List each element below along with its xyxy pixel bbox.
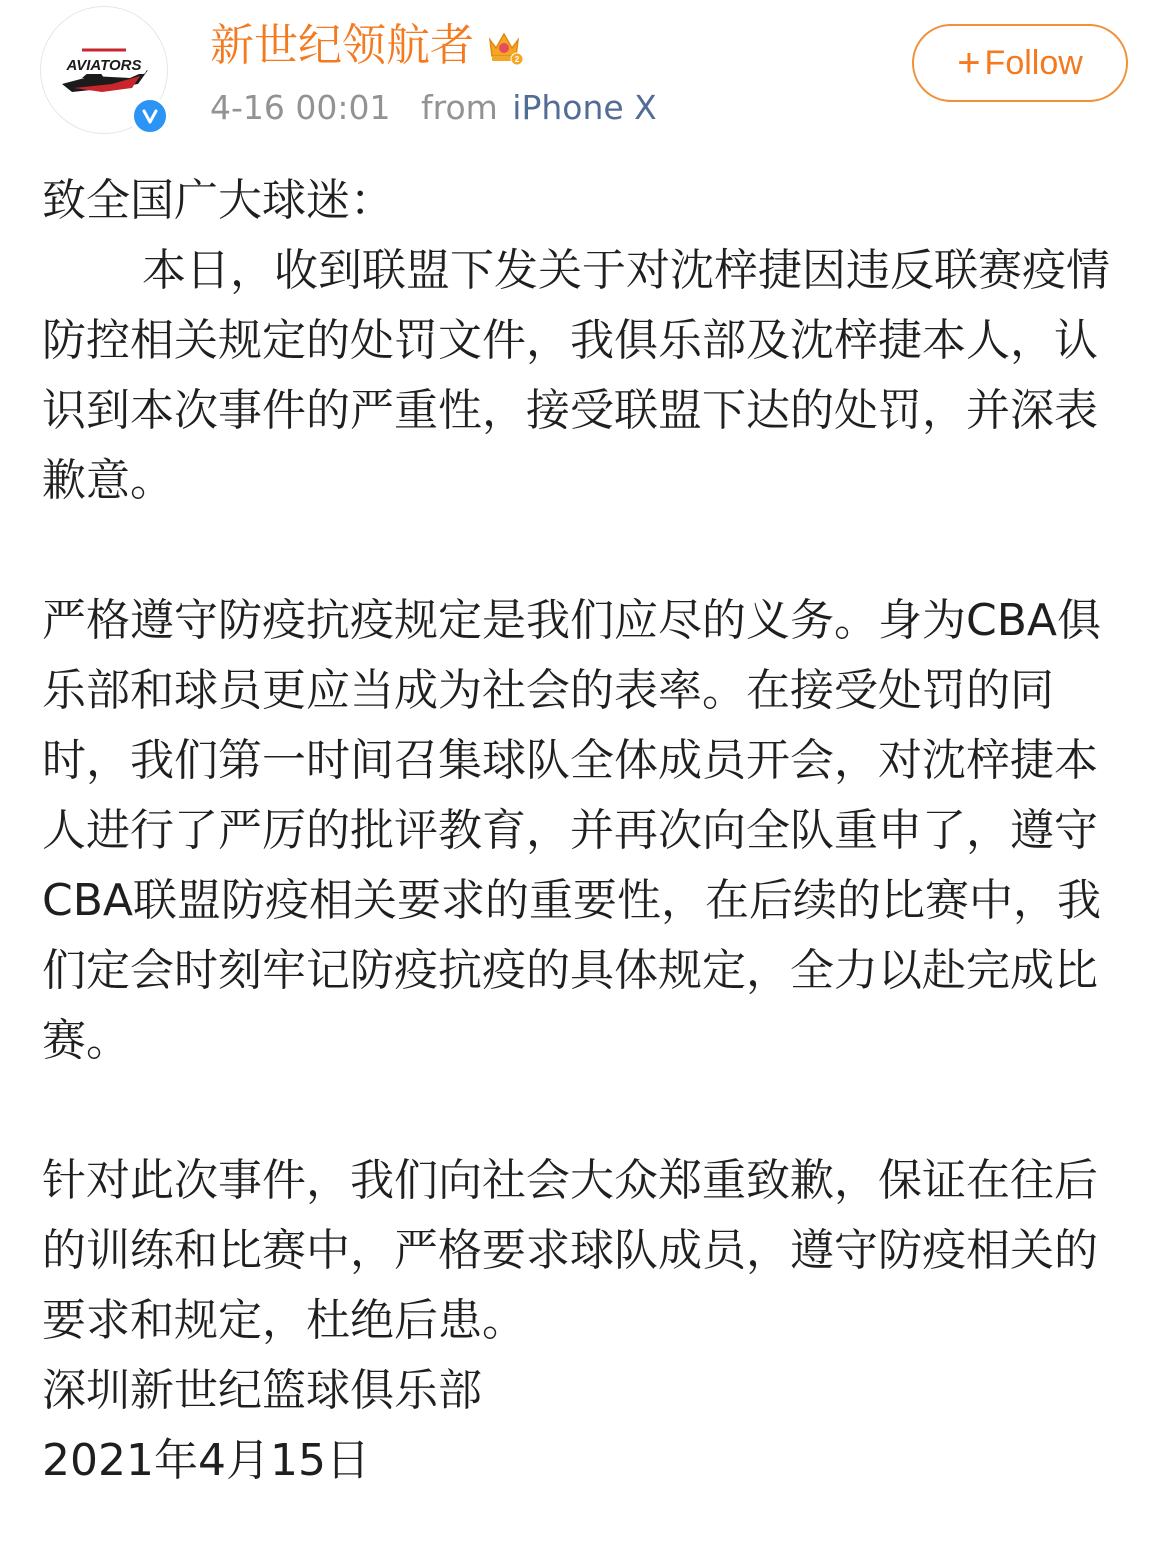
paragraph-2: 严格遵守防疫抗疫规定是我们应尽的义务。身为CBA俱乐部和球员更应当成为社会的表率。在接受处罚的同时，我们第一时间召集球队全体成员开会，对沈梓捷本人进行了严厉的批评教育，并再次向全队重申了，遵守CBA联盟防疫相关要求的重要性，在后续的比赛中，我们定会时刻牢记防疫抗疫的具体规定，全力以赴完成比赛。 [42, 595, 1102, 1066]
svg-text:2: 2 [514, 55, 520, 64]
logo-wordmark: AVIATORS [66, 57, 142, 74]
post-timestamp: 4-16 00:01 [210, 88, 391, 127]
from-label: from [421, 88, 498, 127]
plus-icon: + [957, 41, 981, 85]
paragraph-3: 针对此次事件，我们向社会大众郑重致歉，保证在往后的训练和比赛中，严格要求球队成员，遵守防疫相关的要求和规定，杜绝后患。 [42, 1155, 1098, 1346]
follow-label: Follow [984, 43, 1083, 82]
greeting: 致全国广大球迷： [42, 175, 394, 226]
username-row[interactable] [210, 18, 524, 74]
post-meta [210, 86, 657, 130]
checkmark-icon [140, 106, 160, 126]
username[interactable]: 新世纪领航者 [210, 20, 474, 71]
signature-date: 2021年4月15日 [42, 1435, 370, 1486]
avatar[interactable] [40, 6, 168, 134]
paragraph-1: 本日，收到联盟下发关于对沈梓捷因违反联赛疫情防控相关规定的处罚文件，我俱乐部及沈梓捷本人，认识到本次事件的严重性，接受联盟下达的处罚，并深表歉意。 [42, 245, 1110, 506]
post-body [42, 166, 1132, 1496]
verified-badge [130, 96, 170, 136]
signature-org: 深圳新世纪篮球俱乐部 [42, 1365, 482, 1416]
follow-button[interactable] [912, 24, 1128, 102]
vip-crown-icon [484, 26, 524, 66]
device-source: iPhone X [512, 88, 657, 127]
